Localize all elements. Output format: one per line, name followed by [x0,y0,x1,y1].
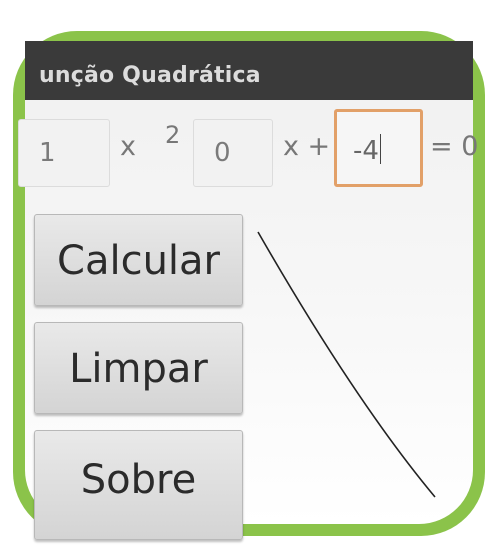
text-caret [380,134,381,164]
app-title: unção Quadrática [39,63,261,88]
about-button[interactable]: Sobre [34,430,243,540]
coefficient-b-input[interactable] [193,119,273,187]
parabola-curve [258,232,435,497]
coefficient-a-input[interactable] [18,119,110,187]
calculate-button[interactable]: Calcular [34,214,243,306]
x-label: x [120,131,136,162]
exponent-label: 2 [165,121,181,149]
coefficient-a-value: 1 [39,138,56,168]
x-squared-label [120,131,136,162]
title-bar [25,41,473,100]
app-icon-frame [13,31,485,536]
clear-button[interactable]: Limpar [34,322,243,414]
app-screen [25,41,479,524]
coefficient-b-value: 0 [214,138,231,168]
x-plus-label: x + [283,131,331,162]
coefficient-c-input[interactable] [334,109,423,187]
coefficient-c-value: -4 [353,136,379,166]
equals-zero-label: = 0 [430,131,479,162]
